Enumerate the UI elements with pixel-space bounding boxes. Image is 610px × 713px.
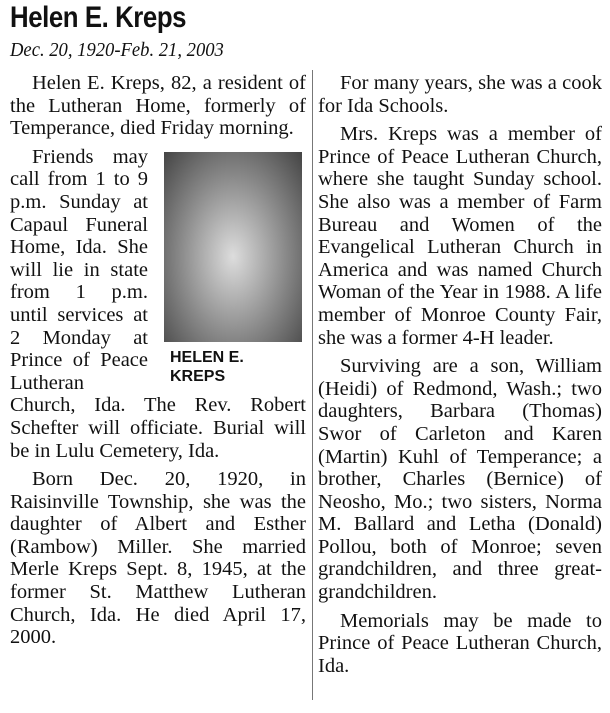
right-column [318, 72, 602, 683]
left-column [10, 72, 306, 655]
portrait-photo [164, 152, 302, 342]
paragraph-career: For many years, she was a cook for Ida Schools. [318, 72, 602, 117]
paragraph-survivors: Surviving are a son, William (Heidi) of Redmond, Wash.; two daughters, Barbara (Thomas) Swor of Carleton and Karen (Martin) Kuhl of Temperance; a brother, Charles (Bernice) of Neosho, Mo.; two sisters, Norma M. Ballard and Letha (Donald) Pollou, both of Monroe; seven grandchildren, and three great-grandchildren. [318, 355, 602, 604]
obituary-dates: Dec. 20, 1920-Feb. 21, 2003 [10, 39, 224, 61]
paragraph-residence: Helen E. Kreps, 82, a resident of the Lutheran Home, formerly of Temperance, died Friday morning. [10, 72, 306, 140]
caption-line-1: HELEN E. [170, 348, 244, 366]
paragraph-birth: Born Dec. 20, 1920, in Raisinville Township, she was the daughter of Albert and Esther (Rambow) Miller. She married Merle Kreps Sept. 8, 1945, at the former St. Matthew Lutheran Church, Ida. He died April 17, 2000. [10, 468, 306, 649]
paragraph-memorials: Memorials may be made to Prince of Peace Lutheran Church, Ida. [318, 609, 602, 677]
column-divider [312, 70, 313, 700]
photo-caption [170, 348, 306, 386]
caption-line-2: KREPS [170, 367, 226, 385]
paragraph-services: Friends may call from 1 to 9 p.m. Sunday at Capaul Funeral Home, Ida. She will lie in state from 1 p.m. until services at 2 Monday at Prince of Peace Lutheran Church, Ida. The Rev. Robert Schefter will officiate. Burial will be in Lulu Cemetery, Ida. [10, 145, 306, 462]
paragraph-membership: Mrs. Kreps was a member of Prince of Peace Lutheran Church, where she taught Sunday school. She also was a member of Farm Bureau and Women of the Evangelical Lutheran Church in America and was named Church Woman of the Year in 1988. A life member of Monroe County Fair, she was a former 4-H leader. [318, 123, 602, 349]
photo-block [156, 152, 306, 386]
obituary-name: Helen E. Kreps [10, 1, 187, 34]
